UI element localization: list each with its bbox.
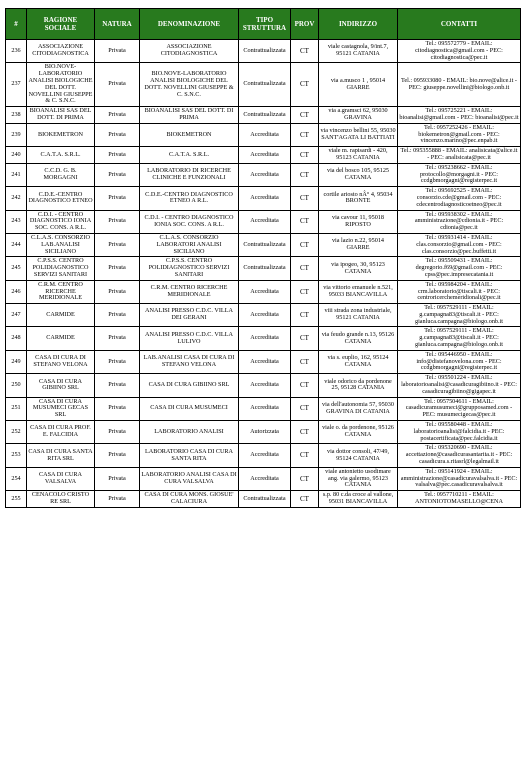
- header-num: #: [6, 9, 27, 40]
- cell-num: 255: [6, 491, 27, 508]
- cell-indirizzo: viale m. rapisardi - 420, 95123 CATANIA: [319, 147, 398, 164]
- cell-natura: Privata: [95, 491, 140, 508]
- cell-denominazione: LABORATORIO CASA DI CURA SANTA RITA: [140, 444, 239, 467]
- cell-prov: CT: [291, 491, 319, 508]
- cell-tipo-struttura: Accreditata: [239, 280, 291, 303]
- cell-tipo-struttura: Contrattualizzata: [239, 491, 291, 508]
- cell-contatti: Tel.: 0957252426 - EMAIL: biokemetron@gmail.com - PEC: vincenzo.marino@pec.enpab.it: [398, 123, 521, 146]
- table-row: [6, 40, 521, 63]
- cell-ragione-sociale: BIOKEMETRON: [27, 123, 95, 146]
- cell-indirizzo: via feudo grande n.13, 95126 CATANIA: [319, 327, 398, 350]
- cell-num: 249: [6, 350, 27, 373]
- cell-ragione-sociale: C.D.I. - CENTRO DIAGNOSTICO IONIA SOC. CONS. A R.L.: [27, 210, 95, 233]
- table-row: [6, 304, 521, 327]
- cell-ragione-sociale: CASA DI CURA GIBIINO SRL: [27, 374, 95, 397]
- cell-contatti: Tel.: 095238662 - EMAIL: protocollo@morgagni.it - PEC: ccdgbmorgagni@registerpec.it: [398, 163, 521, 186]
- cell-num: 238: [6, 107, 27, 124]
- cell-natura: Privata: [95, 304, 140, 327]
- cell-contatti: Tel.: 095692525 - EMAIL: consorzio.cde@gmail.com - PEC: cdecentrodiagnosticoetneo@pec.it: [398, 187, 521, 210]
- cell-indirizzo: via dell'autonomia 57, 95030 GRAVINA DI CATANIA: [319, 397, 398, 420]
- cell-denominazione: BIOANALISI SAS DEL DOTT. DI PRIMA: [140, 107, 239, 124]
- cell-denominazione: C.D.I. - CENTRO DIAGNOSTICO IONIA SOC. CONS. A R.L.: [140, 210, 239, 233]
- cell-natura: Privata: [95, 350, 140, 373]
- cell-prov: CT: [291, 397, 319, 420]
- cell-ragione-sociale: CASA DI CURA DI STEFANO VELONA: [27, 350, 95, 373]
- cell-indirizzo: via a.gramsci 62, 95030 GRAVINA: [319, 107, 398, 124]
- cell-contatti: Tel.: 095572779 - EMAIL: citodiagnostica@gmail.com - PEC: citodiagnostica@pec.it: [398, 40, 521, 63]
- cell-natura: Privata: [95, 374, 140, 397]
- cell-num: 254: [6, 467, 27, 490]
- table-row: [6, 257, 521, 280]
- cell-tipo-struttura: Contrattualizzata: [239, 233, 291, 256]
- cell-contatti: Tel.: 0957529111 - EMAIL: g.campagna83@tiscali.it - PEC: gianluca.campagna@biologo.onb.it: [398, 327, 521, 350]
- cell-ragione-sociale: C.P.S.S. CENTRO POLIDIAGNOSTICO SERVIZI SANITARI: [27, 257, 95, 280]
- cell-tipo-struttura: Accreditata: [239, 444, 291, 467]
- cell-natura: Privata: [95, 210, 140, 233]
- cell-contatti: Tel.: 0957710211 - EMAIL: ANTONIOTOMASELLO@CENA: [398, 491, 521, 508]
- cell-contatti: Tel.: 095446950 - EMAIL: info@distefanovelona.com - PEC: ccdgbmorgagni@registerpec.it: [398, 350, 521, 373]
- cell-denominazione: LABORATORIO ANALISI: [140, 421, 239, 444]
- cell-num: 240: [6, 147, 27, 164]
- cell-num: 248: [6, 327, 27, 350]
- cell-prov: CT: [291, 421, 319, 444]
- table-row: [6, 467, 521, 490]
- cell-denominazione: C.L.A.S. CONSORZIO LABORATORI ANALISI SICILIANO: [140, 233, 239, 256]
- table-row: [6, 63, 521, 107]
- cell-num: 243: [6, 210, 27, 233]
- table-row: [6, 210, 521, 233]
- cell-contatti: Tel.: 095938302 - EMAIL: amministrazione@cdionia.it - PEC: cdionia@pec.it: [398, 210, 521, 233]
- cell-indirizzo: via s. euplio, 162, 95124 CATANIA: [319, 350, 398, 373]
- cell-prov: CT: [291, 280, 319, 303]
- cell-indirizzo: viale castagnola, 9/int.7, 95121 CATANIA: [319, 40, 398, 63]
- table-row: [6, 491, 521, 508]
- table-row: [6, 163, 521, 186]
- cell-denominazione: LABORATORIO ANALISI CASA DI CURA VALSALVA: [140, 467, 239, 490]
- cell-indirizzo: via vincenzo bellini 55, 95030 SANT'AGATA LI BATTIATI: [319, 123, 398, 146]
- cell-tipo-struttura: Accreditata: [239, 397, 291, 420]
- cell-prov: CT: [291, 63, 319, 107]
- cell-denominazione: ANALISI PRESSO C.D.C. VILLA LULIVO: [140, 327, 239, 350]
- header-tipo-struttura: TIPO STRUTTURA: [239, 9, 291, 40]
- cell-contatti: Tel.: 0957529111 - EMAIL: g.campagna83@tiscali.it - PEC: gianluca.campagna@biologo.onb.it: [398, 304, 521, 327]
- cell-natura: Privata: [95, 187, 140, 210]
- cell-num: 253: [6, 444, 27, 467]
- cell-contatti: Tel.: 095320690 - EMAIL: accettazione@casadicurasantarita.it - PEC: casadicura.s.ritasrl@legalmail.it: [398, 444, 521, 467]
- cell-tipo-struttura: Accreditata: [239, 374, 291, 397]
- cell-natura: Privata: [95, 397, 140, 420]
- cell-tipo-struttura: Accreditata: [239, 210, 291, 233]
- cell-num: 252: [6, 421, 27, 444]
- cell-num: 236: [6, 40, 27, 63]
- cell-prov: CT: [291, 304, 319, 327]
- cell-natura: Privata: [95, 123, 140, 146]
- cell-prov: CT: [291, 374, 319, 397]
- table-row: [6, 280, 521, 303]
- cell-indirizzo: viale o. da pordenone, 95126 CATANIA: [319, 421, 398, 444]
- cell-indirizzo: via vittorio emanuele n.521, 95033 BIANCAVILLA: [319, 280, 398, 303]
- cell-num: 246: [6, 280, 27, 303]
- cell-denominazione: LABORATORIO DI RICERCHE CLINICHE E FUNZIONALI: [140, 163, 239, 186]
- table-row: [6, 444, 521, 467]
- cell-ragione-sociale: BIOANALISI SAS DEL DOTT. DI PRIMA: [27, 107, 95, 124]
- cell-ragione-sociale: CASA DI CURA PROF. E. FALCIDIA: [27, 421, 95, 444]
- cell-ragione-sociale: ASSOCIAZIONE CITODIAGNOSTICA: [27, 40, 95, 63]
- cell-num: 241: [6, 163, 27, 186]
- cell-tipo-struttura: Accreditata: [239, 123, 291, 146]
- cell-contatti: Tel.: 0957504611 - EMAIL: casadicuramusumeci@grupposamed.com - PEC: musumecigecas@pec.it: [398, 397, 521, 420]
- cell-prov: CT: [291, 327, 319, 350]
- cell-natura: Privata: [95, 63, 140, 107]
- cell-denominazione: LAB.ANALISI CASA DI CURA DI STEFANO VELONA: [140, 350, 239, 373]
- cell-prov: CT: [291, 187, 319, 210]
- cell-contatti: Tel.: 095509431 - EMAIL: degregorio.f69@gmail.com - PEC: cpss@pec.impresecatania.it: [398, 257, 521, 280]
- cell-indirizzo: viale antonietto usodimare ang. via galermo, 95123 CATANIA: [319, 467, 398, 490]
- table-body: [6, 40, 521, 508]
- cell-natura: Privata: [95, 107, 140, 124]
- cell-indirizzo: via lazio n.22, 95014 GIARRE: [319, 233, 398, 256]
- cell-num: 239: [6, 123, 27, 146]
- cell-natura: Privata: [95, 280, 140, 303]
- cell-prov: CT: [291, 147, 319, 164]
- structures-table: [5, 8, 521, 508]
- cell-denominazione: BIO.NOVE-LABORATORIO ANALISI BIOLOGICHE DEL DOTT. NOVELLINI GIUSEPPE & C. S.N.C.: [140, 63, 239, 107]
- cell-contatti: Tel.: 095931414 - EMAIL: clas.consorzio@gmail.com - PEC: clas.consorzio@pec.buffetti.it: [398, 233, 521, 256]
- cell-tipo-struttura: Accreditata: [239, 304, 291, 327]
- cell-tipo-struttura: Contrattualizzata: [239, 257, 291, 280]
- cell-natura: Privata: [95, 327, 140, 350]
- cell-ragione-sociale: CENACOLO CRISTO RE SRL: [27, 491, 95, 508]
- table-row: [6, 107, 521, 124]
- cell-contatti: Tel.: 095501224 - EMAIL: laboratorioanalisi@casadicuragibiino.it - PEC: casadicuragibiino@gigapec.it: [398, 374, 521, 397]
- cell-prov: CT: [291, 257, 319, 280]
- cell-natura: Privata: [95, 421, 140, 444]
- table-row: [6, 327, 521, 350]
- cell-contatti: Tel.: 095355888 - EMAIL: analisicata@alice.it - PEC: analisicata@pec.it: [398, 147, 521, 164]
- cell-denominazione: CASA DI CURA MUSUMECI: [140, 397, 239, 420]
- cell-natura: Privata: [95, 147, 140, 164]
- cell-prov: CT: [291, 123, 319, 146]
- cell-indirizzo: via a.musco 1 , 95014 GIARRE: [319, 63, 398, 107]
- table-row: [6, 397, 521, 420]
- cell-ragione-sociale: CARMIDE: [27, 304, 95, 327]
- header-natura: NATURA: [95, 9, 140, 40]
- document-page: [5, 8, 520, 508]
- cell-indirizzo: viale odorico da pordenone 25, 95128 CATANIA: [319, 374, 398, 397]
- cell-indirizzo: via dottor consoli, 47/49, 95124 CATANIA: [319, 444, 398, 467]
- cell-natura: Privata: [95, 467, 140, 490]
- cell-num: 242: [6, 187, 27, 210]
- cell-tipo-struttura: Contrattualizzata: [239, 63, 291, 107]
- cell-denominazione: C.P.S.S. CENTRO POLIDIAGNOSTICO SERVIZI SANITARI: [140, 257, 239, 280]
- cell-denominazione: C.D.E.-CENTRO DIAGNOSTICO ETNEO A R.L.: [140, 187, 239, 210]
- header-prov: PROV: [291, 9, 319, 40]
- cell-num: 245: [6, 257, 27, 280]
- cell-tipo-struttura: Autorizzata: [239, 421, 291, 444]
- cell-natura: Privata: [95, 40, 140, 63]
- cell-ragione-sociale: C.C.D. G. B. MORGAGNI: [27, 163, 95, 186]
- cell-prov: CT: [291, 467, 319, 490]
- cell-prov: CT: [291, 233, 319, 256]
- cell-natura: Privata: [95, 444, 140, 467]
- cell-prov: CT: [291, 40, 319, 63]
- cell-num: 247: [6, 304, 27, 327]
- cell-ragione-sociale: C.D.E.-CENTRO DIAGNOSTICO ETNEO: [27, 187, 95, 210]
- cell-denominazione: BIOKEMETRON: [140, 123, 239, 146]
- cell-denominazione: CASA DI CURA MONS. GIOSUE' CALACIURA: [140, 491, 239, 508]
- cell-tipo-struttura: Accreditata: [239, 467, 291, 490]
- header-denominazione: DENOMINAZIONE: [140, 9, 239, 40]
- table-row: [6, 187, 521, 210]
- cell-ragione-sociale: CARMIDE: [27, 327, 95, 350]
- header-indirizzo: INDIRIZZO: [319, 9, 398, 40]
- table-row: [6, 374, 521, 397]
- cell-ragione-sociale: CASA DI CURA VALSALVA: [27, 467, 95, 490]
- table-row: [6, 350, 521, 373]
- cell-num: 244: [6, 233, 27, 256]
- table-row: [6, 233, 521, 256]
- cell-indirizzo: s.p. 80 c.da croce al vallone, 95031 BIANCAVILLA: [319, 491, 398, 508]
- cell-prov: CT: [291, 210, 319, 233]
- cell-tipo-struttura: Accreditata: [239, 187, 291, 210]
- cell-denominazione: C.A.T.A. S.R.L.: [140, 147, 239, 164]
- cell-prov: CT: [291, 444, 319, 467]
- cell-contatti: Tel.: 095725221 - EMAIL: bioanalisi@gmail.com - PEC: bioanalisi@pec.it: [398, 107, 521, 124]
- cell-natura: Privata: [95, 163, 140, 186]
- cell-tipo-struttura: Accreditata: [239, 350, 291, 373]
- table-row: [6, 421, 521, 444]
- cell-prov: CT: [291, 107, 319, 124]
- cell-prov: CT: [291, 163, 319, 186]
- cell-ragione-sociale: C.L.A.S. CONSORZIO LAB.ANALISI SICILIANO: [27, 233, 95, 256]
- cell-contatti: Tel.: 095933080 - EMAIL: bio.nove@alice.it - PEC: giuseppe.novellini@biologo.onb.it: [398, 63, 521, 107]
- cell-prov: CT: [291, 350, 319, 373]
- cell-num: 237: [6, 63, 27, 107]
- cell-denominazione: CASA DI CURA GIBIINO SRL: [140, 374, 239, 397]
- cell-contatti: Tel.: 095984204 - EMAIL: crm.laboratorio@tiscali.it - PEC: centroricerchemeridionali@pec.it: [398, 280, 521, 303]
- cell-indirizzo: via cavour 11, 95018 RIPOSTO: [319, 210, 398, 233]
- header-row: [6, 9, 521, 40]
- cell-ragione-sociale: CASA DI CURA MUSUMECI GECAS SRL: [27, 397, 95, 420]
- cell-num: 250: [6, 374, 27, 397]
- cell-natura: Privata: [95, 233, 140, 256]
- cell-ragione-sociale: BIO.NOVE-LABORATORIO ANALISI BIOLOGICHE DEL DOTT. NOVELLINI GIUSEPPE & C. S.N.C.: [27, 63, 95, 107]
- cell-contatti: Tel.: 095141924 - EMAIL: amministrazione@casadicuravalsalva.it - PEC: valsalva@pec.casadicuravalsalva.it: [398, 467, 521, 490]
- cell-indirizzo: via del bosco 105, 95125 CATANIA: [319, 163, 398, 186]
- table-row: [6, 147, 521, 164]
- cell-denominazione: C.R.M. CENTRO RICERCHE MERIDIONALE: [140, 280, 239, 303]
- cell-tipo-struttura: Accreditata: [239, 163, 291, 186]
- cell-indirizzo: via ipogeo, 30, 95123 CATANIA: [319, 257, 398, 280]
- cell-indirizzo: viii strada zona industriale, 95121 CATANIA: [319, 304, 398, 327]
- cell-denominazione: ASSOCIAZIONE CITODIAGNOSTICA: [140, 40, 239, 63]
- header-ragione-sociale: RAGIONE SOCIALE: [27, 9, 95, 40]
- cell-natura: Privata: [95, 257, 140, 280]
- cell-ragione-sociale: C.R.M. CENTRO RICERCHE MERIDIONALE: [27, 280, 95, 303]
- cell-tipo-struttura: Contrattualizzata: [239, 107, 291, 124]
- cell-tipo-struttura: Contrattualizzata: [239, 40, 291, 63]
- cell-indirizzo: cortile ariosto nÂ° 4, 95034 BRONTE: [319, 187, 398, 210]
- cell-ragione-sociale: CASA DI CURA SANTA RITA SRL: [27, 444, 95, 467]
- cell-ragione-sociale: C.A.T.A. S.R.L.: [27, 147, 95, 164]
- cell-tipo-struttura: Accreditata: [239, 147, 291, 164]
- cell-num: 251: [6, 397, 27, 420]
- cell-tipo-struttura: Accreditata: [239, 327, 291, 350]
- header-contatti: CONTATTI: [398, 9, 521, 40]
- table-row: [6, 123, 521, 146]
- cell-contatti: Tel.: 095580448 - EMAIL: laboratorioanalisi@falcidia.it - PEC: postacertificata@pec.falcidia.it: [398, 421, 521, 444]
- cell-denominazione: ANALISI PRESSO C.D.C. VILLA DEI GERANI: [140, 304, 239, 327]
